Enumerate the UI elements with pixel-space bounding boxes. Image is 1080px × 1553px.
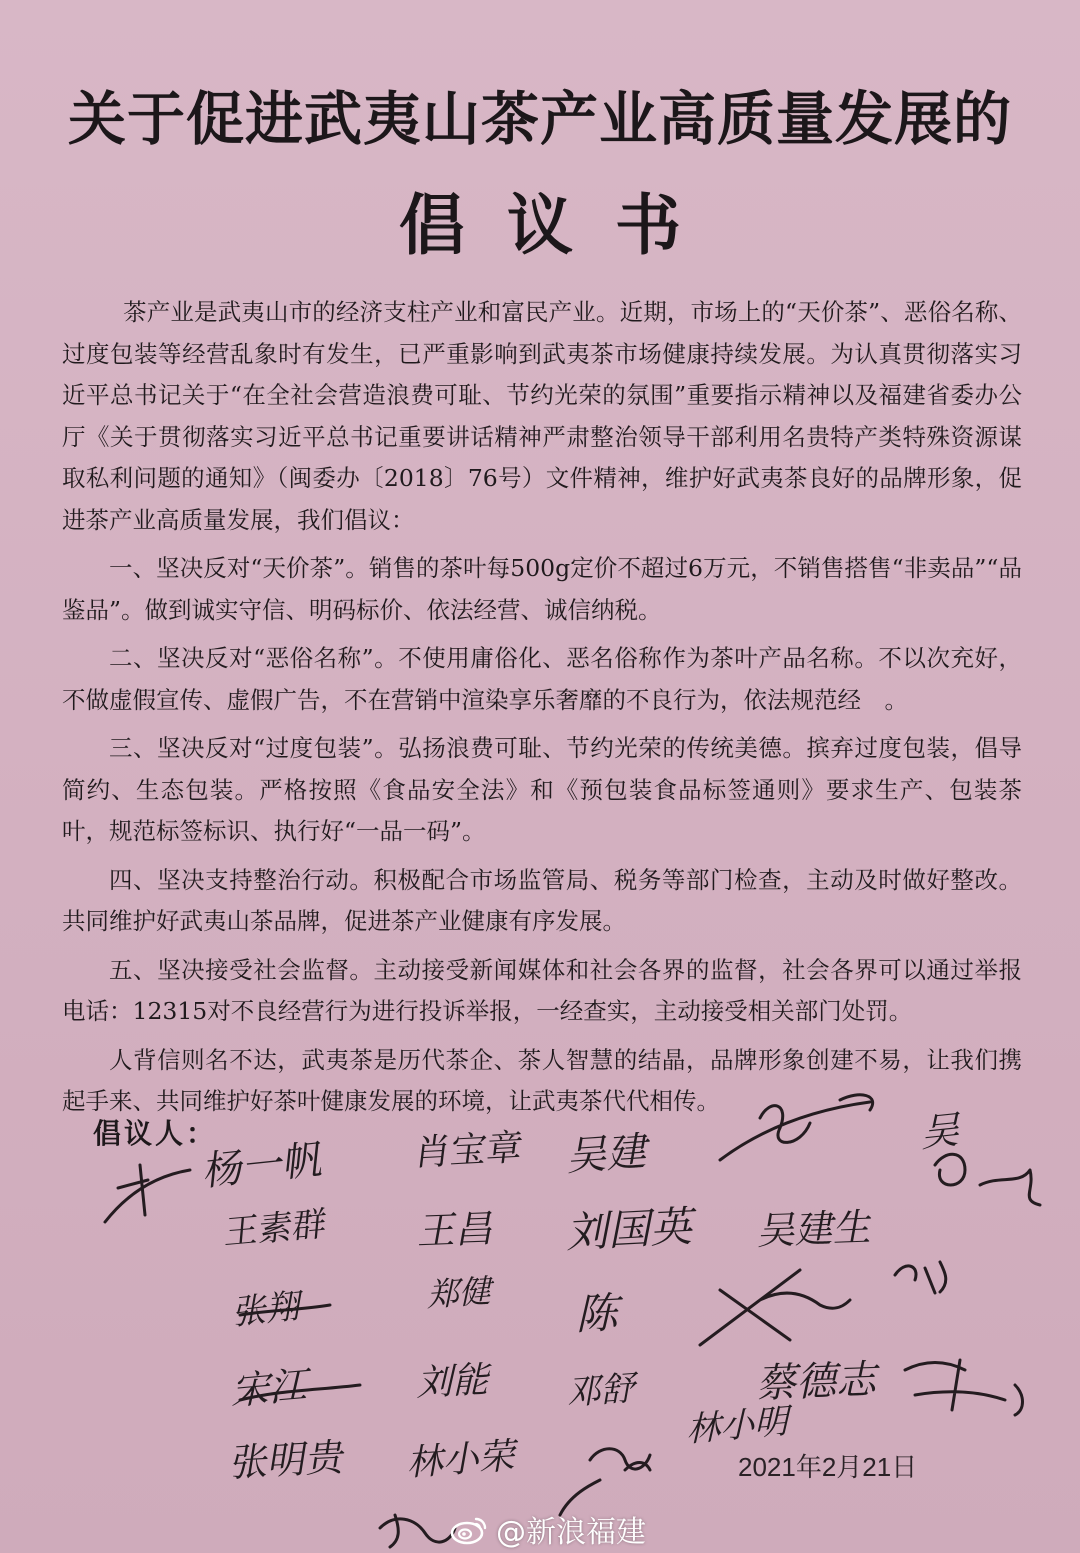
proposal-item-4: 四、坚决支持整治行动。积极配合市场监管局、税务等部门检查，主动及时做好整改。共同维护好武夷山茶品牌，促进茶产业健康有序发展。 <box>62 865 1022 935</box>
signature: 吴 <box>919 1106 967 1156</box>
document-date: 2021年2月21日 <box>738 1452 918 1482</box>
signature: 刘能 <box>414 1358 497 1405</box>
document-subtitle: 倡议书 <box>399 186 723 264</box>
proposal-item-3: 三、坚决反对“过度包装”。弘扬浪费可耻、节约光荣的传统美德。摈弃过度包装，倡导简约、生态包装。严格按照《食品安全法》和《预包装食品标签通则》要求生产、包装茶叶，规范标签标识、执行好“一品一码”。 <box>62 734 1022 845</box>
closing-paragraph: 人背信则名不达，武夷茶是历代茶企、茶人智慧的结晶，品牌形象创建不易，让我们携起手来、共同维护好茶叶健康发展的环境，让武夷茶代代相传。 <box>62 1045 1022 1115</box>
signature: 林小明 <box>684 1400 796 1451</box>
weibo-icon <box>450 1513 488 1545</box>
signature: 肖宝章 <box>412 1127 526 1175</box>
signature: 宋江 <box>228 1361 316 1414</box>
signature: 吴建生 <box>755 1204 878 1254</box>
proposal-item-2: 二、坚决反对“恶俗名称”。不使用庸俗化、恶名俗称作为茶叶产品名称。不以次充好，不做虚假宣传、虚假广告，不在营销中渲染享乐奢靡的不良行为，依法规范经 。 <box>62 644 1022 714</box>
watermark <box>450 1507 646 1551</box>
signature: 刘国英 <box>564 1201 701 1258</box>
signature: 吴建 <box>565 1128 654 1181</box>
signature: 蔡德志 <box>754 1356 885 1408</box>
intro-paragraph: 茶产业是武夷山市的经济支柱产业和富民产业。近期，市场上的“天价茶”、恶俗名称、过度包装等经营乱象时有发生，已严重影响到武夷茶市场健康持续发展。为认真贯彻落实习近平总书记关于“在全社会营造浪费可耻、节约光荣的氛围”重要指示精神以及福建省委办公厅《关于贯彻落实习近平总书记重要讲话精神严肃整治领导干部利用名贵特产类特殊资源谋取私利问题的通知》（闽委办〔2018〕76号）文件精神，维护好武夷茶良好的品牌形象，促进茶产业高质量发展，我们倡议： <box>62 298 1022 534</box>
signature: 郑健 <box>425 1271 498 1315</box>
proposal-item-1: 一、坚决反对“天价茶”。销售的茶叶每500g定价不超过6万元，不销售搭售“非卖品”“品鉴品”。做到诚实守信、明码标价、依法经营、诚信纳税。 <box>62 554 1022 624</box>
proposal-item-5: 五、坚决接受社会监督。主动接受新闻媒体和社会各界的监督，社会各界可以通过举报电话：12315对不良经营行为进行投诉举报，一经查实，主动接受相关部门处罚。 <box>62 955 1022 1025</box>
signature: 林小荣 <box>405 1435 521 1485</box>
signature: 王素群 <box>222 1203 329 1254</box>
signature: 杨一帆 <box>202 1136 327 1196</box>
signature: 张翔 <box>230 1285 306 1334</box>
document-body <box>62 292 1022 1130</box>
signature: 张明贵 <box>227 1434 349 1486</box>
signature: 陈 <box>573 1287 628 1340</box>
signer-label: 倡议人： <box>93 1117 218 1150</box>
signature: 邓舒 <box>565 1368 641 1414</box>
signature: 王昌 <box>415 1206 500 1254</box>
watermark-text: @新浪福建 <box>496 1515 646 1550</box>
document-title: 关于促进武夷山茶产业高质量发展的 <box>67 85 1012 153</box>
